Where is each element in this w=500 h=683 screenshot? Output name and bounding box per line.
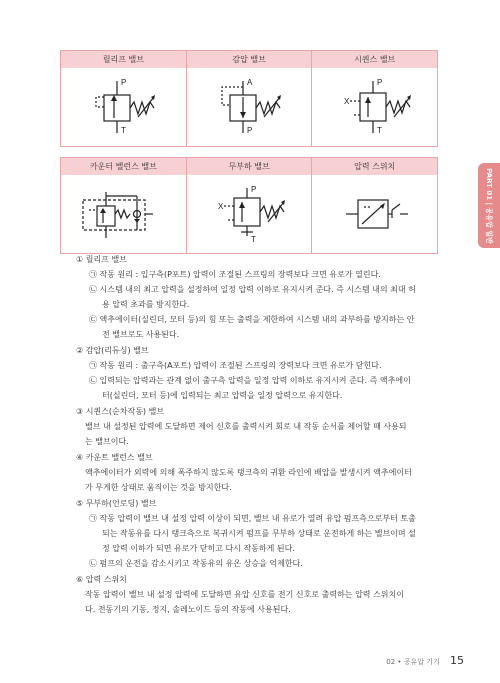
footer-chapter: 02 • 공유압 기기 [386,658,440,666]
port-label: X [343,97,350,106]
table-cell-sequence [312,51,438,147]
section [76,496,440,571]
pressure-switch-symbol [330,182,420,246]
page-footer [386,654,464,667]
header-pressure-switch: 압력 스위치 [312,158,437,175]
section-title: ② 감압(리듀싱) 밸브 [76,346,149,355]
section-line: 되는 작동유를 다시 탱크측으로 복귀시켜 펌프를 무부하 상태로 운전하게 하는 밸브이며 설 [102,529,416,538]
section [76,404,440,449]
chapter-side-tab [478,163,500,248]
section-line: ㉡ 시스템 내의 최고 압력을 설정하여 일정 압력 이하로 유지시켜 준다. 즉 시스템 내의 최대 허 [89,285,416,294]
port-label: T [251,235,256,244]
section-line: ㉠ 작동 원리 : 출구측(A포트) 압력이 조절된 스프링의 장력보다 크면 유로가 닫힌다. [89,361,382,370]
table-cell-relief [61,51,187,147]
section [76,252,440,342]
port-label: P [247,126,253,135]
port-label: T [121,126,127,135]
section-line: 전 밸브로도 사용된다. [102,330,180,339]
header-sequence-valve: 시퀀스 밸브 [312,51,437,68]
unload-valve-symbol [204,182,294,246]
section-title: ⑥ 압력 스위치 [76,575,127,584]
table-cell-pressure-switch [312,158,438,254]
table-cell-unload [186,158,312,254]
section-line: 밸브 내 설정된 압력에 도달하면 제어 신호를 출력시켜 회로 내 작동 순서를 제어할 때 사용되 [85,422,407,431]
page-number: 15 [450,654,464,667]
port-label: T [376,126,382,135]
section-line: ㉡ 입력되는 압력과는 관계 없이 출구측 압력을 일정 압력 이하로 유지시켜 준다. 즉 액추에이 [89,376,411,385]
section-line: ㉢ 액추에이터(실린더, 모터 등)의 힘 또는 출력을 제한하여 시스템 내의 과부하를 방지하는 안 [89,315,415,324]
section [76,572,440,617]
port-label: P [121,78,127,87]
section-title: ③ 시퀀스(순차작동) 밸브 [76,407,165,416]
section-line: 다. 전동기의 기동, 정지, 솔레노이드 등의 작동에 사용된다. [85,605,291,614]
counterbalance-valve-symbol [75,182,171,246]
header-reducing-valve: 감압 밸브 [187,51,312,68]
section-line: 는 밸브이다. [85,437,129,446]
section-line: ㉠ 작동 압력이 밸브 내 설정 압력 이상이 되면, 밸브 내 유로가 열려 유압 펌프측으로부터 토출 [89,514,416,523]
sequence-valve-symbol [330,75,420,139]
header-counterbalance-valve: 카운터 밸런스 밸브 [61,158,186,175]
section-line: 작동 압력이 밸브 내 설정 압력에 도달하면 유압 신호를 전기 신호로 출력하는 압력 스위치이 [85,590,404,599]
section-line: 용 압력 초과를 방지한다. [102,300,190,309]
header-unload-valve: 무부하 밸브 [187,158,312,175]
section-title: ① 릴리프 밸브 [76,255,127,264]
reducing-valve-symbol [204,75,294,139]
header-relief-valve: 릴리프 밸브 [61,51,186,68]
port-label: A [247,78,253,87]
section [76,450,440,495]
side-tab-label: PART 01 | 공유압 일반 [485,167,493,244]
port-label: P [251,185,257,194]
section-title: ⑤ 무부하(언로딩) 밸브 [76,499,157,508]
body-content [76,251,440,617]
port-label: P [376,78,383,87]
section-line: 액추에이터가 외력에 의해 폭주하지 않도록 탱크측의 귀환 라인에 배압을 발생시켜 액추에이터 [85,468,412,477]
table-cell-reducing [186,51,312,147]
section-line: ㉡ 펌프의 운전을 감소시키고 작동유의 유온 상승을 억제한다. [89,559,303,568]
valve-symbol-table [60,50,438,254]
section-line: 가 무게한 상태로 움직이는 것을 방지한다. [85,483,232,492]
relief-valve-symbol [78,75,168,139]
section-title: ④ 카운트 밸런스 밸브 [76,453,153,462]
section-line: ㉠ 작동 원리 : 입구측(P포트) 압력이 조절된 스프링의 장력보다 크면 유로가 열린다. [89,270,381,279]
table-cell-counterbalance [61,158,187,254]
section-line: 터(실린더, 모터 등)에 입력되는 최고 압력을 일정 압력으로 유지한다. [102,391,343,400]
section-line: 정 압력 이하가 되면 유로가 닫히고 다시 작동하게 된다. [102,544,295,553]
port-label: X [218,202,224,211]
section [76,343,440,403]
